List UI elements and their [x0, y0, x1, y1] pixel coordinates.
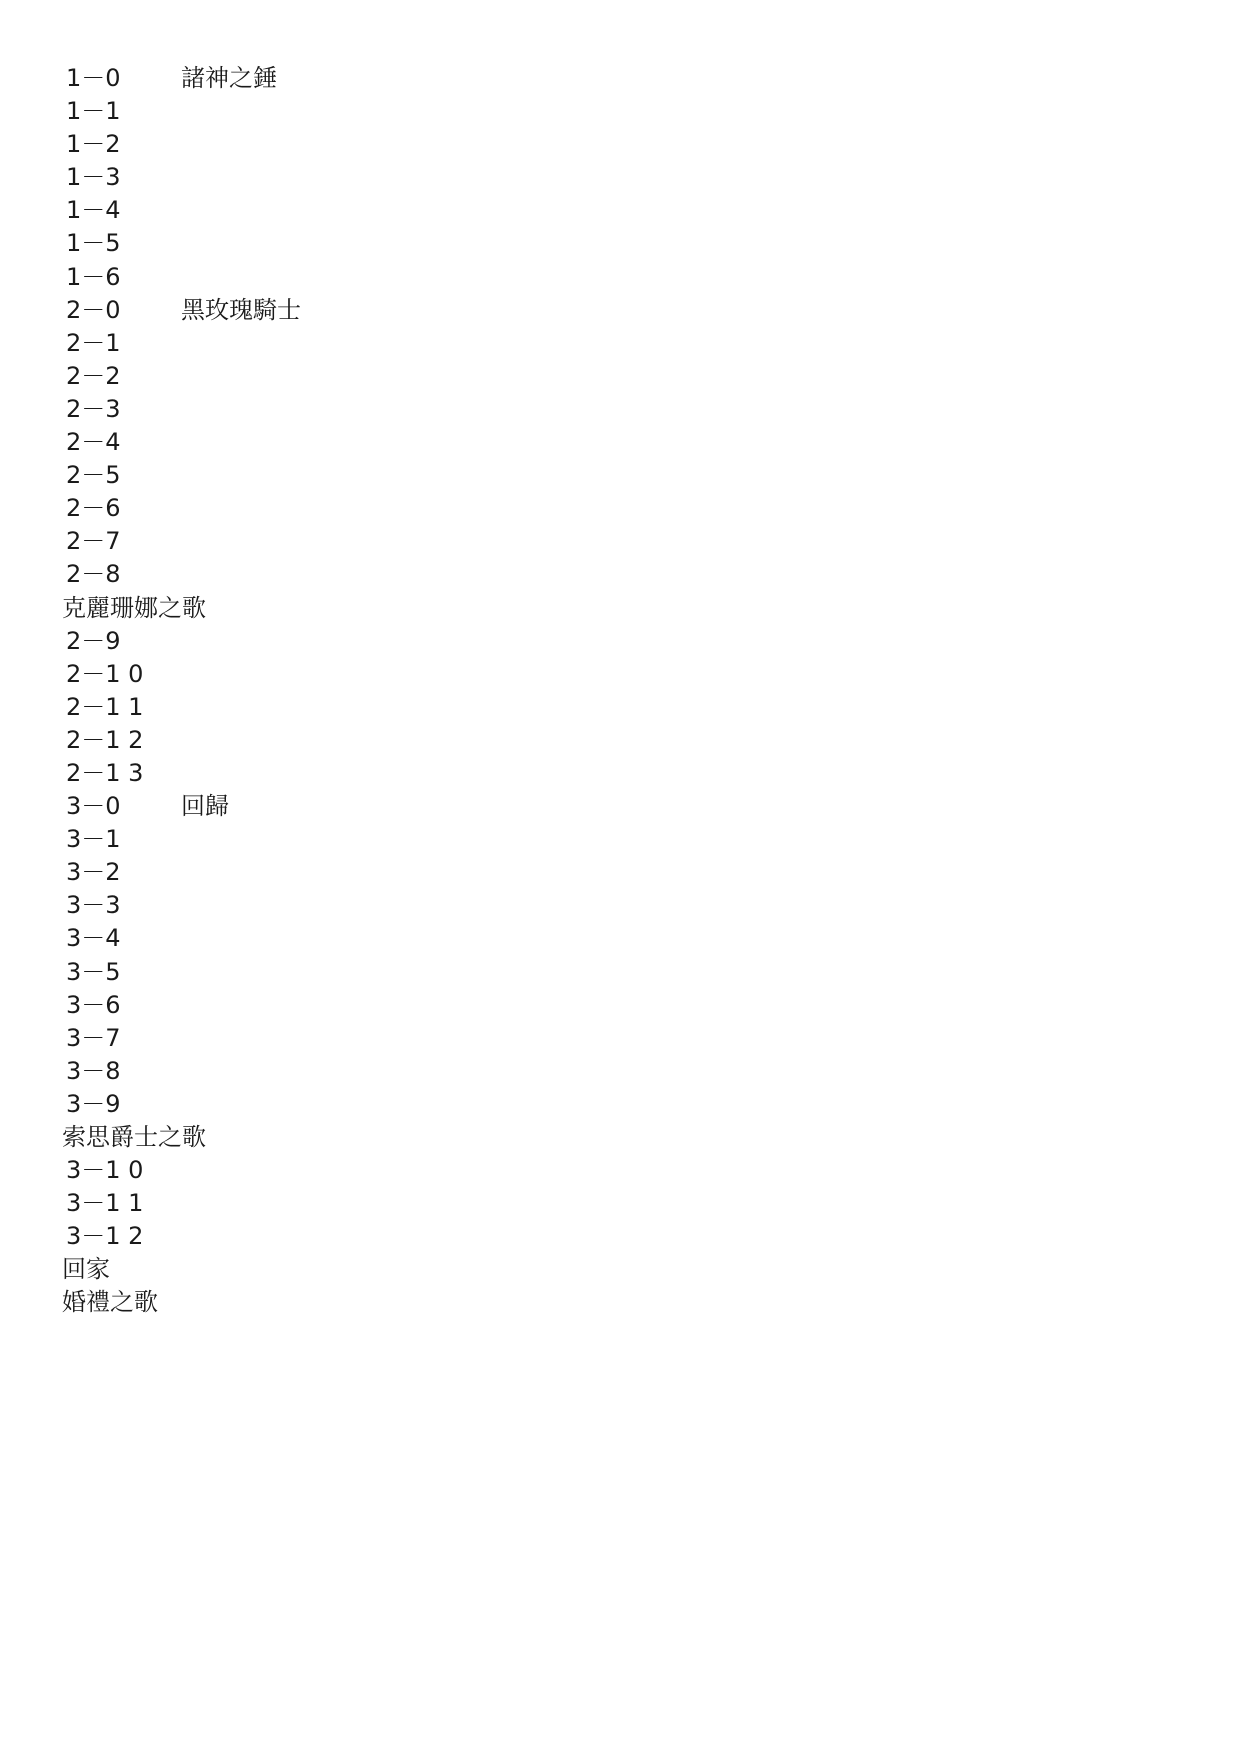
chapter-number: 3－1 0	[66, 1156, 144, 1185]
chapter-entry	[62, 989, 962, 1022]
section-heading	[62, 1121, 962, 1154]
chapter-entry	[62, 856, 962, 889]
chapter-entry	[62, 393, 962, 426]
chapter-entry	[62, 194, 962, 227]
chapter-number: 2－8	[66, 560, 121, 589]
chapter-title: 諸神之錘	[181, 64, 277, 92]
chapter-number: 2－3	[66, 394, 121, 423]
chapter-number: 1－5	[66, 229, 121, 258]
section-heading-text: 索思爵士之歌	[62, 1123, 206, 1151]
chapter-title: 黑玫瑰騎士	[181, 295, 301, 324]
chapter-entry	[62, 492, 962, 525]
chapter-entry	[62, 1220, 962, 1253]
chapter-number: 3－0	[66, 792, 121, 821]
section-heading-text: 克麗珊娜之歌	[62, 593, 206, 622]
chapter-number: 3－1 2	[66, 1222, 144, 1251]
chapter-entry	[62, 790, 962, 823]
chapter-entry	[62, 261, 962, 294]
chapter-entry	[62, 62, 962, 95]
chapter-entry	[62, 426, 962, 459]
chapter-number: 2－1 0	[66, 659, 144, 688]
chapter-entry	[62, 1022, 962, 1055]
chapter-number: 2－9	[66, 626, 121, 655]
chapter-number: 3－5	[66, 957, 121, 986]
chapter-number: 1－4	[66, 196, 121, 225]
chapter-number: 1－3	[66, 163, 121, 192]
chapter-number: 3－1	[66, 825, 121, 854]
chapter-entry	[62, 625, 962, 658]
chapter-number: 3－9	[66, 1089, 121, 1118]
chapter-number: 2－7	[66, 527, 121, 556]
chapter-entry	[62, 294, 962, 327]
chapter-number: 3－7	[66, 1023, 121, 1052]
chapter-number: 2－5	[66, 461, 121, 490]
chapter-number: 1－6	[66, 262, 121, 291]
chapter-entry	[62, 691, 962, 724]
chapter-entry	[62, 724, 962, 757]
chapter-entry	[62, 558, 962, 591]
chapter-number: 2－4	[66, 428, 121, 457]
chapter-entry	[62, 327, 962, 360]
chapter-number: 2－2	[66, 361, 121, 390]
chapter-number: 2－6	[66, 494, 121, 523]
chapter-entry	[62, 161, 962, 194]
chapter-entry	[62, 889, 962, 922]
chapter-entry	[62, 823, 962, 856]
chapter-number: 2－1 3	[66, 758, 144, 787]
chapter-number: 2－1 2	[66, 725, 144, 754]
chapter-number: 2－1 1	[66, 692, 144, 721]
chapter-entry	[62, 922, 962, 955]
chapter-number: 1－2	[66, 130, 121, 159]
section-heading-text: 婚禮之歌	[62, 1288, 158, 1317]
chapter-entry	[62, 1154, 962, 1187]
chapter-entry	[62, 956, 962, 989]
chapter-number: 3－8	[66, 1056, 121, 1085]
chapter-entry	[62, 525, 962, 558]
chapter-number: 2－0	[66, 295, 121, 324]
chapter-entry	[62, 459, 962, 492]
chapter-entry	[62, 227, 962, 260]
chapter-number: 3－4	[66, 924, 121, 953]
section-heading-text: 回家	[62, 1255, 110, 1284]
section-heading	[62, 1253, 962, 1286]
section-heading	[62, 592, 962, 625]
chapter-entry	[62, 1088, 962, 1121]
chapter-number: 3－3	[66, 891, 121, 920]
chapter-number: 3－6	[66, 990, 121, 1019]
chapter-entry	[62, 757, 962, 790]
table-of-contents	[62, 62, 962, 1320]
chapter-number: 1－1	[66, 97, 121, 126]
chapter-entry	[62, 1187, 962, 1220]
chapter-title: 回歸	[181, 792, 229, 821]
section-heading	[62, 1286, 962, 1319]
chapter-entry	[62, 658, 962, 691]
chapter-entry	[62, 1055, 962, 1088]
chapter-number: 2－1	[66, 328, 121, 357]
chapter-entry	[62, 360, 962, 393]
chapter-number: 3－2	[66, 858, 121, 887]
chapter-entry	[62, 128, 962, 161]
chapter-number: 1－0	[66, 64, 121, 92]
chapter-number: 3－1 1	[66, 1189, 144, 1218]
chapter-entry	[62, 95, 962, 128]
